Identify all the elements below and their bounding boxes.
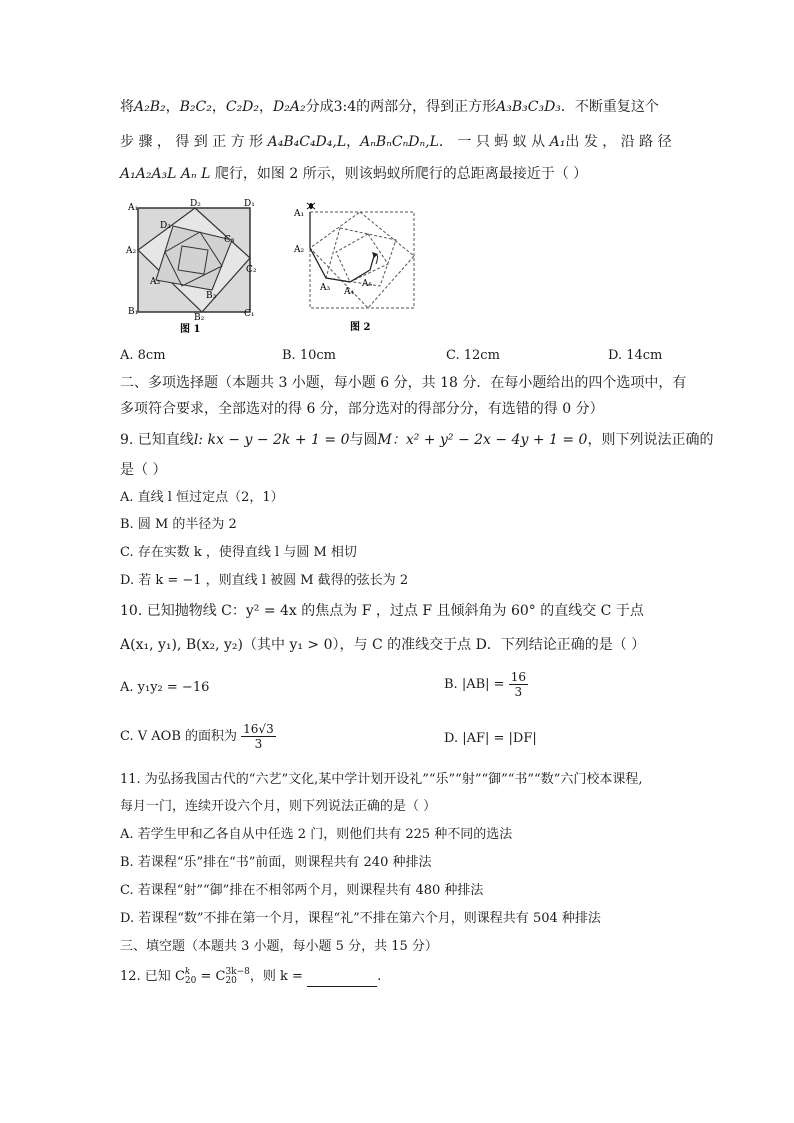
fig1-label-c2: C₂	[246, 265, 257, 275]
fig1-label-c3: C₃	[224, 235, 235, 245]
q11-stem-line-1: 11. 为弘扬我国古代的“六艺”文化,某中学计划开设礼”“乐”“射”“御”“书”“数”六门校本课程,	[120, 772, 643, 787]
fig2-label-a4: A₄	[344, 287, 355, 297]
q12-answer-blank[interactable]	[307, 972, 377, 987]
fig1-label-d1: D₁	[244, 199, 255, 209]
ant-icon	[307, 203, 315, 209]
fig1-label-b1: B₁	[128, 307, 139, 317]
fig2-label-a5: A₅	[362, 279, 373, 289]
fig2-label-a1: A₁	[294, 209, 305, 219]
q9-option-d: D. 若 k = −1 ，则直线 l 被圆 M 截得的弦长为 2	[120, 573, 409, 588]
fig1-label-c1: C₁	[244, 309, 255, 319]
fig1-label-d3: D₃	[160, 221, 171, 231]
q10-option-c-fraction: $\frac{16√3}{3}$	[243, 722, 274, 751]
q8-option-a: A. 8cm	[120, 348, 166, 363]
fig1-label-b2: B₂	[194, 313, 205, 323]
q11-option-a: A. 若学生甲和乙各自从中任选 2 门，则他们共有 225 种不同的选法	[120, 827, 513, 842]
q11-option-c: C. 若课程“射”“御”排在不相邻两个月，则课程共有 480 种排法	[120, 883, 484, 898]
q9-stem-cont: 是（ ）	[120, 462, 167, 478]
fig1-label-a3: A₃	[150, 277, 161, 287]
q10-option-b: B. |AB| = $\frac{16}{3}$	[444, 670, 526, 699]
fig1-label-a1: A₁	[128, 203, 139, 213]
q11-option-b: B. 若课程“乐”排在“书”前面，则课程共有 240 种排法	[120, 855, 432, 870]
fig2-label-a2: A₂	[294, 245, 305, 255]
q10-option-a: A. y₁y₂ = −16	[120, 680, 210, 695]
q10-option-d: D. |AF| = |DF|	[444, 731, 537, 746]
fig1-caption: 图 1	[180, 324, 201, 335]
q10-stem-line-2: A(x₁, y₁), B(x₂, y₂)（其中 y₁ > 0），与 C 的准线交于点 D．下列结论正确的是（ ）	[120, 637, 646, 653]
fig2-caption: 图 2	[350, 322, 371, 333]
q11-option-d: D. 若课程“数”不排在第一个月，课程“礼”不排在第六个月，则课程共有 504 种排法	[120, 911, 601, 926]
q8-intro-line-1: 将A₂B₂，B₂C₂，C₂D₂，D₂A₂分成3:4的两部分，得到正方形A₃B₃C₃D₃．不断重复这个	[120, 99, 659, 115]
q8-intro-line-3: A₁A₂A₃L Aₙ L 爬行，如图 2 所示，则该蚂蚁所爬行的总距离最接近于（ ）	[120, 166, 588, 182]
fig1-label-a2: A₂	[126, 246, 137, 256]
q9-option-c: C. 存在实数 k ，使得直线 l 与圆 M 相切	[120, 545, 357, 560]
q12-stem: 12. 已知 C k 20 = C 3k−8 20 ，则 k = .	[120, 966, 382, 986]
q10-option-b-fraction: $\frac{16}{3}$	[510, 670, 526, 699]
fig1-label-d2: D₂	[190, 199, 201, 209]
q10-option-c: C. V AOB 的面积为 $\frac{16√3}{3}$	[120, 722, 274, 751]
figure-2	[290, 198, 430, 336]
q8-intro-line-2: 步 骤 ， 得 到 正 方 形 A₄B₄C₄D₄,L，AₙBₙCₙDₙ,L． 一 只 蚂 蚁 从 A₁出 发 ， 沿 路 径	[120, 134, 672, 150]
fig1-label-b3: B₃	[206, 291, 217, 301]
figure-1	[120, 198, 260, 336]
fig2-label-a3: A₃	[320, 283, 331, 293]
q9-option-a: A. 直线 l 恒过定点（2，1）	[120, 490, 284, 505]
section-2-heading-line-1: 二、多项选择题（本题共 3 小题，每小题 6 分，共 18 分．在每小题给出的四个选项中，有	[120, 375, 687, 391]
q11-stem-line-2: 每月一门，连续开设六个月，则下列说法正确的是（ ）	[120, 799, 437, 814]
q8-option-d: D. 14cm	[608, 348, 663, 363]
q8-option-b: B. 10cm	[282, 348, 336, 363]
q9-option-b: B. 圆 M 的半径为 2	[120, 517, 237, 532]
q10-stem-line-1: 10. 已知抛物线 C：y² = 4x 的焦点为 F ，过点 F 且倾斜角为 60° 的直线交 C 于点	[120, 603, 644, 619]
section-3-heading: 三、填空题（本题共 3 小题，每小题 5 分，共 15 分）	[120, 939, 438, 954]
q9-stem: 9. 已知直线l: kx − y − 2k + 1 = 0与圆M：x² + y² − 2x − 4y + 1 = 0，则下列说法正确的	[120, 432, 714, 448]
q8-option-c: C. 12cm	[446, 348, 500, 363]
section-2-heading-line-2: 多项符合要求，全部选对的得 6 分，部分选对的得部分分，有选错的得 0 分）	[120, 401, 604, 417]
